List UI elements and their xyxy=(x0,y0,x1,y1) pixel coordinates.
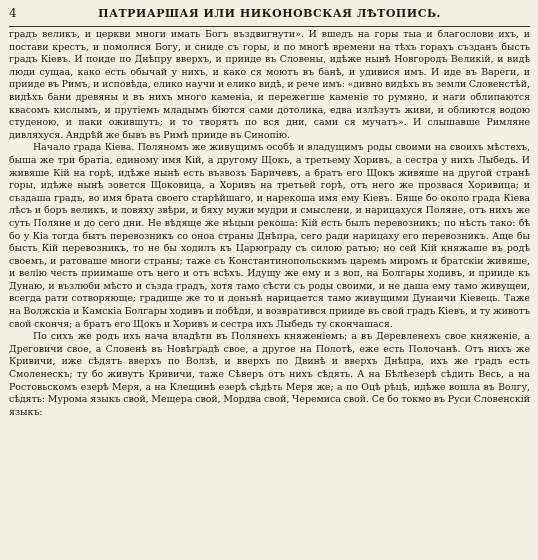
page-number: 4 xyxy=(9,6,17,20)
body-text xyxy=(9,29,530,419)
paragraph-2: Начало града Кіева. Поляномъ же живущимъ особѣ и владущимъ роды своими на своихъ мѣстехъ, быша же три братіа, единому имя Кій, а другому Щокъ, а третьему Хоривъ, а сестра у нихъ Лыбедь. И живяше Кій на горѣ, идѣже нынѣ есть възвозъ Баричевъ, а братъ его Щокъ живяше на другой странѣ горы, идѣже нынѣ зовется Щоковица, а Хоривъ на третьей горѣ, отъ него же прозвася Хоривица; и създаша градъ, во имя брата своего старѣйшаго, и нарекоша имя ему Кіевъ. Бяше бо около града Кіева лѣсъ и боръ великъ, и ловяху звѣри, и бяху мужи мудри и смыслени, и нарицахуся Поляне, отъ нихъ же суть Поляне и до сего дни. Не вѣдяще же нѣцыи рекоша: Кій есть былъ перевозникъ; по нѣсть тако: бѣ бо у Кіа тогда бытъ перевозникъ со оноа страны Днѣпра, сего ради нарицаху его перевозникъ. Аще бы бысть Кій перевозникъ, то не бы ходилъ къ Царюграду съ силою ратью; но сей Кій княжаше въ родѣ своемъ, и ратоваше многи страны; таже съ Константинопольскимъ царемъ миромъ и братскiи живяше, и велію честь приимаше отъ него и отъ всѣхъ. Идущу же ему и з воп, на Болгары ходивъ, и прииде къ Дунаю, и възлюби мѣсто и създа градъ, хотя тамо сѣсти съ роды своими, и не даша ему тамо живущеи, всегда рати сотворяюще; градище же то и доньнѣ нарицается тамо живущими Дунаичи Кіевець. Таже на Волжскіа и Камскіа Болгары ходивъ и побѣди, и возвратився прииде въ свой градъ Кіевъ, и ту животъ свой скончя; а братъ его Щокъ и Хоривъ и сестра ихъ Лыбедь ту скончашася. xyxy=(9,142,530,330)
page-header xyxy=(9,6,530,27)
paragraph-3: По сихъ же родъ ихъ нача владѣти въ Полянехъ княженіемъ; а въ Деревленехъ свое княженіе, а Дреговичи свое, а Словенѣ въ Новѣградѣ свое, а другое на Полотѣ, еже есть Полочанѣ. Отъ нихъ же Кривичи, иже сѣдятъ вверхъ по Волзѣ, и вверхъ по Двинѣ и вверхъ Днѣпра, ихъ же градъ есть Смоленескъ; ту бо живутъ Кривичи, таже Сѣверъ отъ нихъ сѣдять. А на Бѣлѣезерѣ сѣдить Весь, а на Ростовьскомъ езерѣ Меря, а на Клещинѣ езерѣ сѣдѣть Меря же; а по Оцѣ рѣцѣ, идѣже вошла въ Волгу, сѣдять: Мурома языкъ свой, Мещера свой, Мордва свой, Черемиса свой. Се бо токмо въ Руси Словенскій языкъ: xyxy=(9,331,530,418)
paragraph-1: градъ великъ, и церкви многи имать Богъ въздвигнути». И вшедъ на горы тыа и благослови ихъ, и постави крестъ, и помолися Богу, и сниде съ горы, и по многѣ времени на тѣхъ горахъ създанъ бысть градъ Кіевъ. И поиде по Днѣпру вверхъ, и прииде въ Словены, идѣже нынѣ Новгородъ Великій, и видѣ люди сущаа, како есть обычай у нихъ, и како ся моютъ въ банѣ, и удивися имъ. И иде въ Вареги, и прииде въ Римъ, и исповѣда, елико научи и елико видѣ, и рече имъ: «дивно видѣхъ въ земли Словенстѣй, видѣхъ бани древяны и въ нихъ много каменіа, и пережегше каменіе то румяно, и наги облипаются квасомъ кислымъ, и прутіемъ младымъ біются сами дотолика, едва излѣзутъ живи, и облиются водою студеною, и паки ожившутъ; и то творятъ по вся дни, сами ся мучатъ». И слышавше Римляне дивляхуся. Андрѣй же бывъ въ Римѣ прииде въ Синопію. xyxy=(9,29,530,141)
running-title: ПАТРИАРШАЯ ИЛИ НИКОНОВСКАЯ ЛѢТОПИСЬ. xyxy=(98,7,441,20)
